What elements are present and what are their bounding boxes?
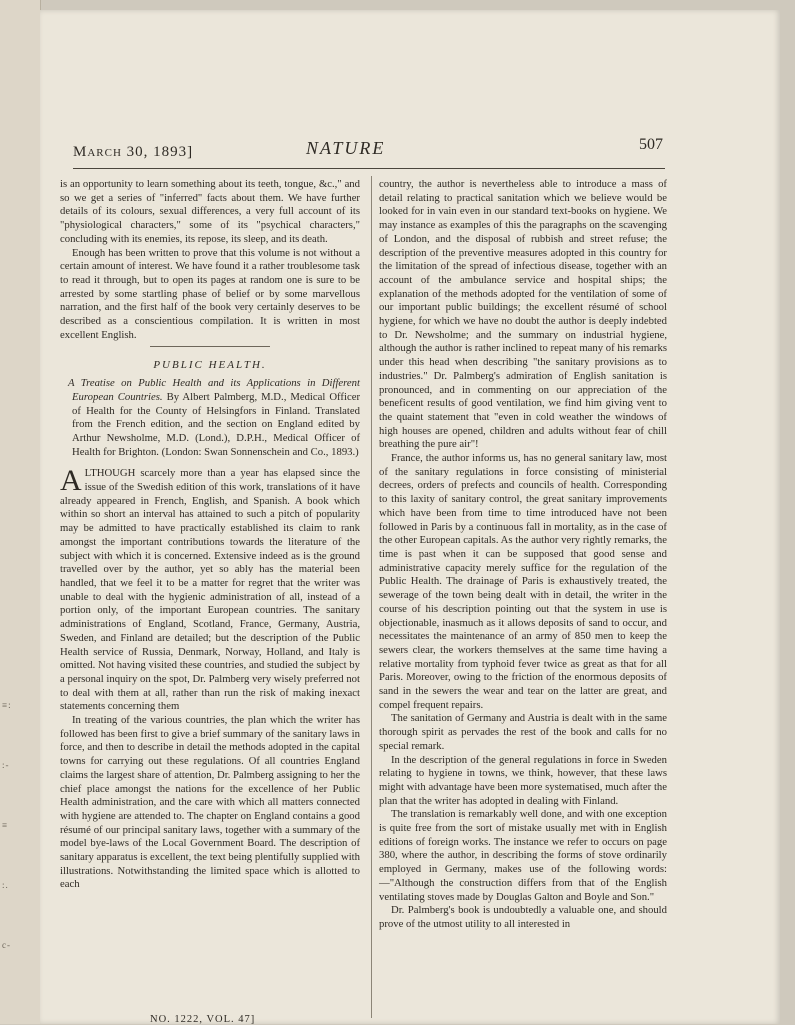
edge-mark: ≡ xyxy=(2,820,9,830)
paragraph-text: LTHOUGH scarcely more than a year has elapsed since the issue of the Swedish edition of this work, translations of it have already appeared in French, English, and Spanish. A book which within so short an interval has attained to such a pitch of popularity may be admitted to have practically established its claim to rank amongst the important contributions towards the literature of the subject with which it is concerned. Extensive indeed as is the ground travelled over by the author, yet so ably has the material been handled, that we feel it to be a matter for regret that the writer was unable to deal with the hygienic administration of all, instead of a portion only, of the important European countries. The sanitary administrations of England, Scotland, France, Germany, Austria, Sweden, and Finland are detailed; but the description of the Public Health service of Russia, Denmark, Norway, Holland, and Italy is omitted. Not having visited these countries, and studied the subject by a personal inquiry on the spot, Dr. Palmberg very wisely preferred not to deal with them at all, rather than run the risk of making inexact statements concerning them xyxy=(60,467,360,713)
edge-mark: :. xyxy=(2,880,9,890)
edge-mark: ≡: xyxy=(2,700,12,710)
adjacent-page-edge xyxy=(0,0,41,1024)
paragraph: France, the author informs us, has no general sanitary law, most of the sanitary regulations in force consisting of ministerial decrees, orders of prefects and councils of health. Corresponding to this laxity of sanitary control, the great sanitary improvements which have been from time to time introduced have not been followed in Paris by a continuous fall in mortality, as in the case of the other European capitals. As the author very rightly remarks, the time is past when it can be supposed that good sense and administrative capacity merely suffice for the regulation of the Public Health. The drainage of Paris is exhaustively treated, the sewerage of the town being dealt with in detail, the writer in the course of his description pointing out that the system in use is objectionable, inasmuch as it allows deposits of sand to occur, and necessitates the maintenance of an army of 850 men to keep the sewers clear, the workers themselves at the same time having a relative mortality from typhoid fever twice as great as that for all Paris. Moreover, owing to the friction of the enormous deposits of sand in the sewers the wear and tear on the latter are great, and compel frequent repairs. xyxy=(379,452,667,711)
journal-page xyxy=(40,10,780,1024)
paragraph: is an opportunity to learn something about its teeth, tongue, &c.," and so we get a series of "inferred" facts about them. We have further details of its colours, sexual differences, a very full account of its "physiological characters," some of its "psychical characters," concluding with its enemies, its repose, its sleep, and its death. xyxy=(60,178,360,245)
left-column xyxy=(60,178,360,892)
paragraph: The translation is remarkably well done, and with one exception is quite free from the sort of mistake usually met with in English editions of foreign works. The instance we refer to occurs on page 380, where the author, in describing the forms of stove ordinarily employed in Germany, makes use of the following words:—"Although the construction differs from that of the English ventilating stoves made by Douglas Galton and Boyle and Son." xyxy=(379,808,667,903)
book-reference xyxy=(60,377,360,459)
section-rule xyxy=(150,346,270,347)
column-divider xyxy=(371,176,372,1018)
paragraph: Dr. Palmberg's book is undoubtedly a valuable one, and should prove of the utmost utility to all interested in xyxy=(379,904,667,930)
right-column xyxy=(379,178,667,932)
issue-footer: NO. 1222, VOL. 47] xyxy=(150,1014,256,1025)
paragraph: In treating of the various countries, the plan which the writer has followed has been first to give a brief summary of the sanitary laws in force, and then to describe in detail the methods adopted in the capital towns for carrying out these regulations. Of all countries England claims the largest share of attention, Dr. Palmberg assigning to her the chief place amongst the nations for the excellence of her Public Health administration, and the care with which all matters connected with hygiene are attended to. The chapter on England contains a good résumé of our principal sanitary laws, together with a summary of the model bye-laws of the Local Government Board. The description of sanitary apparatus is excellent, the text being plentifully supplied with illustrations. Notwithstanding the limited space which is allotted to each xyxy=(60,714,360,891)
journal-title: NATURE xyxy=(306,138,386,158)
edge-mark: c- xyxy=(2,940,11,950)
paragraph: In the description of the general regulations in force in Sweden relating to hygiene in towns, we think, however, that these laws might with advantage have been more systematised, much after the plan that the writer has adopted in dealing with Finland. xyxy=(379,753,667,807)
header-rule xyxy=(73,168,665,169)
book-details: By Albert Palmberg, M.D., Medical Officer of Health for the County of Helsingfors in Finland. Translated from the French edition, and the section on England edited by Arthur Newsholme, M.D. (Lond.), D.P.H., Medical Officer of Health for Brighton. (London: Swan Sonnenschein and Co., 1893.) xyxy=(72,390,360,458)
paragraph: country, the author is nevertheless able to introduce a mass of detail relating to practical sanitation which we believe would be looked for in vain even in our standard text-books on hygiene. We may instance as examples of this the paragraphs on the scavenging of London, and the disposal of rubbish and street refuse; the description of the preventive measures adopted in this country for the limitation of the spread of infectious disease, together with an account of the ambulance service and hospital ships; the explanation of the methods adopted for the ventilation of some of our important public buildings; the excellent résumé of school hygiene, for which we have no doubt the author is deeply indebted to Dr. Newsholme; and the summary on industrial hygiene, although the author is rather inclined to repeat many of his remarks under this head when describing "the sanitary provisions as to industries." Dr. Palmberg's admiration of English sanitation is pronounced, and in commenting on our appreciation of the beneficent results of good ventilation, we find him giving vent to the quaint statement that "even in cold weather the windows of high houses are opened, children and adults without fear of chill breathing the pure air"! xyxy=(379,178,667,451)
paragraph: The sanitation of Germany and Austria is dealt with in the same thorough spirit as pervades the rest of the book and calls for no special remark. xyxy=(379,712,667,752)
book-title: A Treatise on Public Health and its Applications in Different European Countries. xyxy=(68,377,360,403)
page-number: 507 xyxy=(639,136,663,153)
section-title: PUBLIC HEALTH. xyxy=(153,359,267,372)
issue-date: March 30, 1893] xyxy=(73,144,194,160)
paragraph xyxy=(60,464,360,714)
paragraph: Enough has been written to prove that this volume is not without a certain amount of interest. We have found it a rather troublesome task to read it through, but to open its pages at random one is sure to be arrested by some startling phase of belief or by some marvellous narration, and the first half of the book very certainly deserves to be described as a conscientious compilation. It is written in most excellent English. xyxy=(60,246,360,341)
page-header xyxy=(73,138,663,168)
edge-mark: :- xyxy=(2,760,10,770)
drop-cap: A xyxy=(60,464,82,498)
